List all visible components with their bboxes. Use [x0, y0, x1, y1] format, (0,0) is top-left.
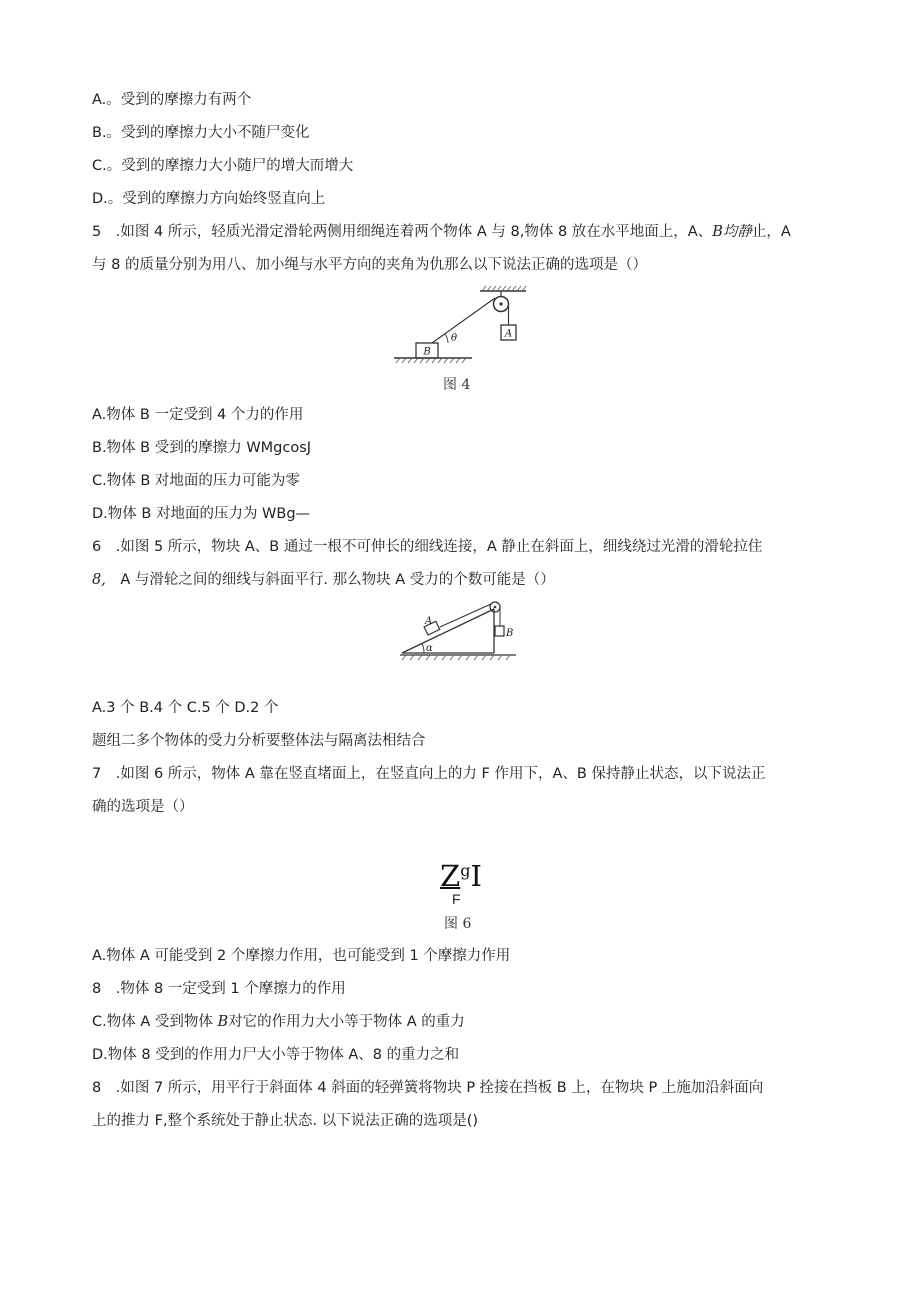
figure-4-caption: 图 4 — [443, 377, 471, 393]
label-b: B — [423, 346, 431, 358]
q8-stem-line2: 上的推力 F,整个系统处于静止状态. 以下说法正确的选项是() — [92, 1113, 479, 1129]
q5-option-a: A.物体 B 一定受到 4 个力的作用 — [92, 407, 304, 423]
q7-option-b: 8 .物体 8 一定受到 1 个摩擦力的作用 — [92, 981, 346, 997]
q8-stem-line1: 8 .如图 7 所示，用平行于斜面体 4 斜面的轻弹簧将物块 P 拴接在挡板 B 上，在物块 P 上施加沿斜面向 — [92, 1080, 764, 1096]
figure-5-diagram — [398, 597, 518, 661]
q5-stem-italic: B均静 — [712, 224, 752, 240]
q4-option-b: B.。受到的摩擦力大小不随尸变化 — [92, 125, 310, 141]
q6-options: A.3 个 B.4 个 C.5 个 D.2 个 — [92, 700, 279, 716]
label-alpha: α — [426, 643, 433, 654]
group2-heading: 题组二多个物体的受力分析要整体法与隔离法相结合 — [92, 733, 426, 749]
q7-stem-line1: 7 .如图 6 所示，物体 A 靠在竖直堵面上，在竖直向上的力 F 作用下，A、B 保持静止状态，以下说法正 — [92, 766, 766, 782]
q7-stem-line2: 确的选项是（） — [92, 799, 194, 815]
q6-stem-line1: 6 .如图 5 所示，物块 A、B 通过一根不可伸长的细线连接，A 静止在斜面上，细线绕过光滑的滑轮拉住 — [92, 539, 763, 555]
label-a: A — [504, 328, 513, 340]
q7-option-a: A.物体 A 可能受到 2 个摩擦力作用，也可能受到 1 个摩擦力作用 — [92, 948, 511, 964]
q5-stem-line2: 与 8 的质量分别为用八、加小绳与水平方向的夹角为仇那么以下说法正确的选项是（） — [92, 257, 647, 273]
q7-option-c-tail: 对它的作用力大小等于物体 A 的重力 — [228, 1014, 465, 1030]
q4-option-c: C.。受到的摩擦力大小随尸的增大而增大 — [92, 158, 354, 174]
figure-6-caption: 图 6 — [444, 916, 472, 932]
figure-6-glyphs — [438, 855, 484, 892]
q6-stem-tail: A 与滑轮之间的细线与斜面平行. 那么物块 A 受力的个数可能是（） — [105, 572, 555, 588]
figure-4-diagram — [390, 285, 536, 367]
q5-stem-tail: 止，A — [751, 224, 791, 240]
q7-option-d: D.物体 8 受到的作用力尸大小等于物体 A、8 的重力之和 — [92, 1047, 460, 1063]
q5-option-b: B.物体 B 受到的摩擦力 WMgcosJ — [92, 440, 312, 456]
figure-6-z: Z — [440, 859, 461, 893]
q6-stem-italic: 8, — [92, 572, 106, 588]
q7-option-c — [92, 1013, 465, 1031]
q5-stem-text: 5 .如图 4 所示，轻质光滑定滑轮两侧用细绳连着两个物体 A 与 8,物体 8 放在水平地面上，A、 — [92, 224, 713, 240]
label-theta: θ — [451, 333, 458, 344]
hanging-label-b: B — [506, 628, 514, 639]
q4-option-d: D.。受到的摩擦力方向始终竖直向上 — [92, 191, 326, 207]
q5-option-d: D.物体 B 对地面的压力为 WBg— — [92, 506, 311, 522]
q4-option-a: A.。受到的摩擦力有两个 — [92, 92, 252, 108]
q5-option-c: C.物体 B 对地面的压力可能为零 — [92, 473, 300, 489]
q6-stem-line2 — [92, 571, 555, 589]
figure-6-force-label: F — [452, 891, 461, 907]
q7-option-c-italic: B — [217, 1014, 229, 1030]
figure-6-i: I — [470, 859, 482, 893]
incline-label-a: A — [425, 616, 433, 627]
hanging-block-b — [495, 626, 504, 636]
q5-stem-line1 — [92, 223, 791, 241]
q7-option-c-text: C.物体 A 受到物体 — [92, 1014, 218, 1030]
figure-6-g: g — [460, 861, 471, 880]
